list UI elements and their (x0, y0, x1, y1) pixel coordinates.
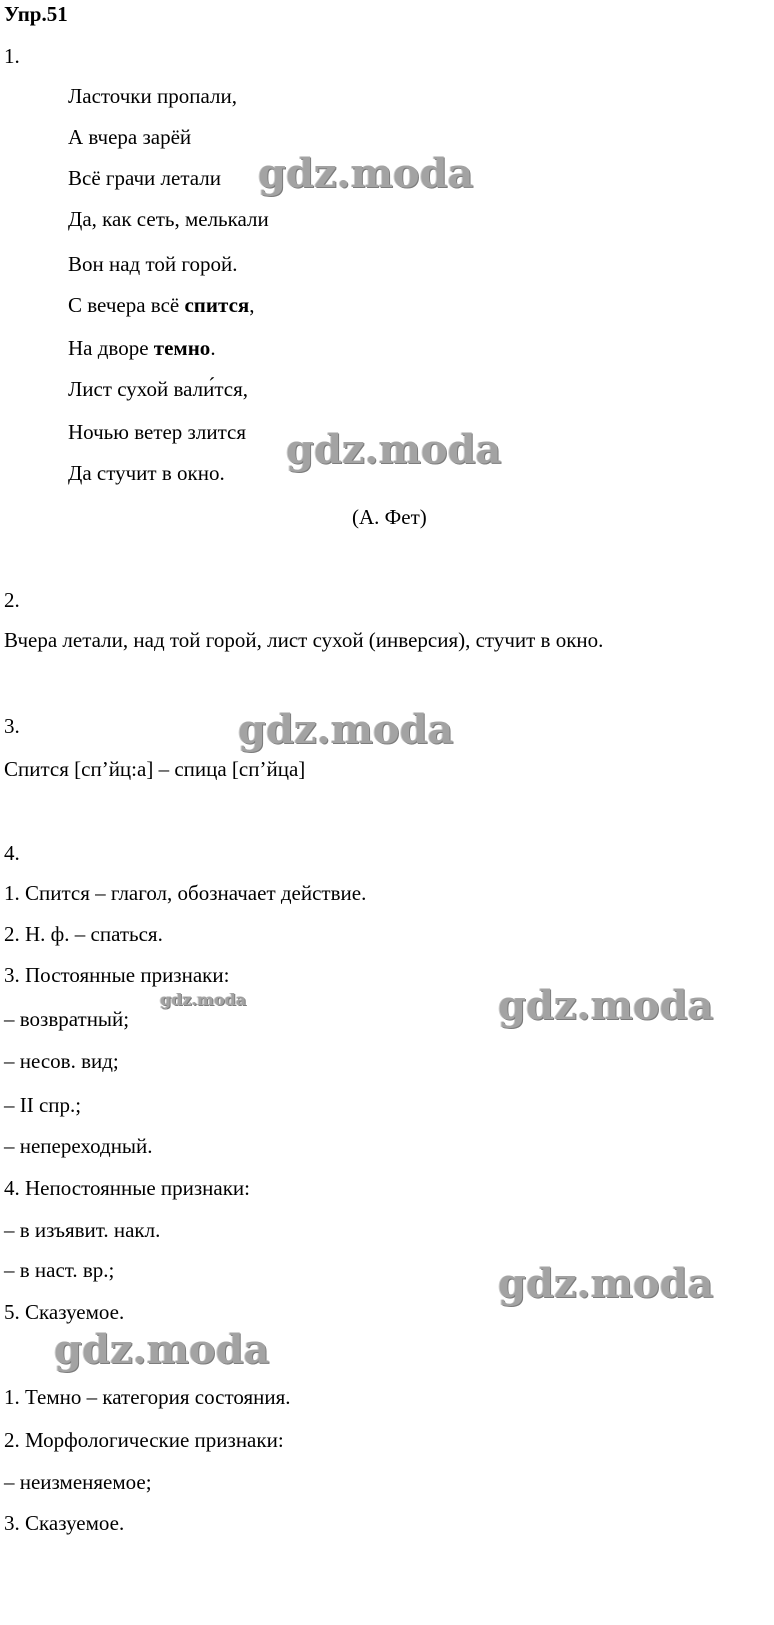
list-item: – в наст. вр.; (4, 1258, 115, 1282)
section-1-number: 1. (4, 44, 20, 68)
list-item: – в изъявит. накл. (4, 1218, 161, 1242)
highlighted-word-spitsya: спится (184, 293, 250, 317)
poem-line: Вон над той горой. (68, 252, 238, 276)
poem-line: А вчера зарёй (68, 125, 192, 149)
watermark-logo: gdz.moda (258, 150, 474, 197)
watermark-logo: gdz.moda (498, 1260, 714, 1307)
poem-punct: . (210, 336, 216, 360)
list-item: – II спр.; (4, 1093, 82, 1117)
poem-author: (А. Фет) (352, 505, 427, 529)
list-item: 5. Сказуемое. (4, 1300, 125, 1324)
watermark-logo: gdz.moda (238, 706, 454, 753)
poem-line: Лист сухой вали́тся, (68, 377, 248, 401)
poem-text: С вечера всё (68, 293, 185, 317)
watermark-logo: gdz.moda (286, 426, 502, 473)
highlighted-word-temno: темно (153, 336, 211, 360)
poem-line: Да стучит в окно. (68, 461, 225, 485)
list-item: 1. Темно – категория состояния. (4, 1385, 291, 1409)
poem-text: На дворе (68, 336, 154, 360)
poem-line: Да, как сеть, мелькали (68, 207, 269, 231)
watermark-logo-small: gdz.moda (160, 990, 247, 1009)
poem-line: Ночью ветер злится (68, 420, 246, 444)
section-3-number: 3. (4, 714, 20, 738)
list-item: 1. Спится – глагол, обозначает действие. (4, 881, 367, 905)
list-item: 2. Морфологические признаки: (4, 1428, 284, 1452)
list-item: 4. Непостоянные признаки: (4, 1176, 250, 1200)
list-item: 3. Постоянные признаки: (4, 963, 230, 987)
poem-line: Всё грачи летали (68, 166, 221, 190)
list-item: – непереходный. (4, 1134, 153, 1158)
list-item: – возвратный; (4, 1007, 130, 1031)
section-3-text: Спится [сп’йц:а] – спица [сп’йца] (4, 757, 306, 781)
section-2-number: 2. (4, 588, 20, 612)
poem-line-spitsya (68, 293, 255, 318)
watermark-logo: gdz.moda (54, 1326, 270, 1373)
exercise-title: Упр.51 (4, 2, 68, 26)
section-2-text: Вчера летали, над той горой, лист сухой (инверсия), стучит в окно. (4, 628, 604, 652)
poem-line: Ласточки пропали, (68, 84, 237, 108)
list-item: 2. Н. ф. – спаться. (4, 922, 163, 946)
poem-punct: , (249, 293, 255, 317)
list-item: 3. Сказуемое. (4, 1511, 125, 1535)
list-item: – неизменяемое; (4, 1470, 152, 1494)
poem-line-temno (68, 336, 216, 361)
watermark-logo: gdz.moda (498, 982, 714, 1029)
section-4-number: 4. (4, 841, 20, 865)
list-item: – несов. вид; (4, 1049, 119, 1073)
